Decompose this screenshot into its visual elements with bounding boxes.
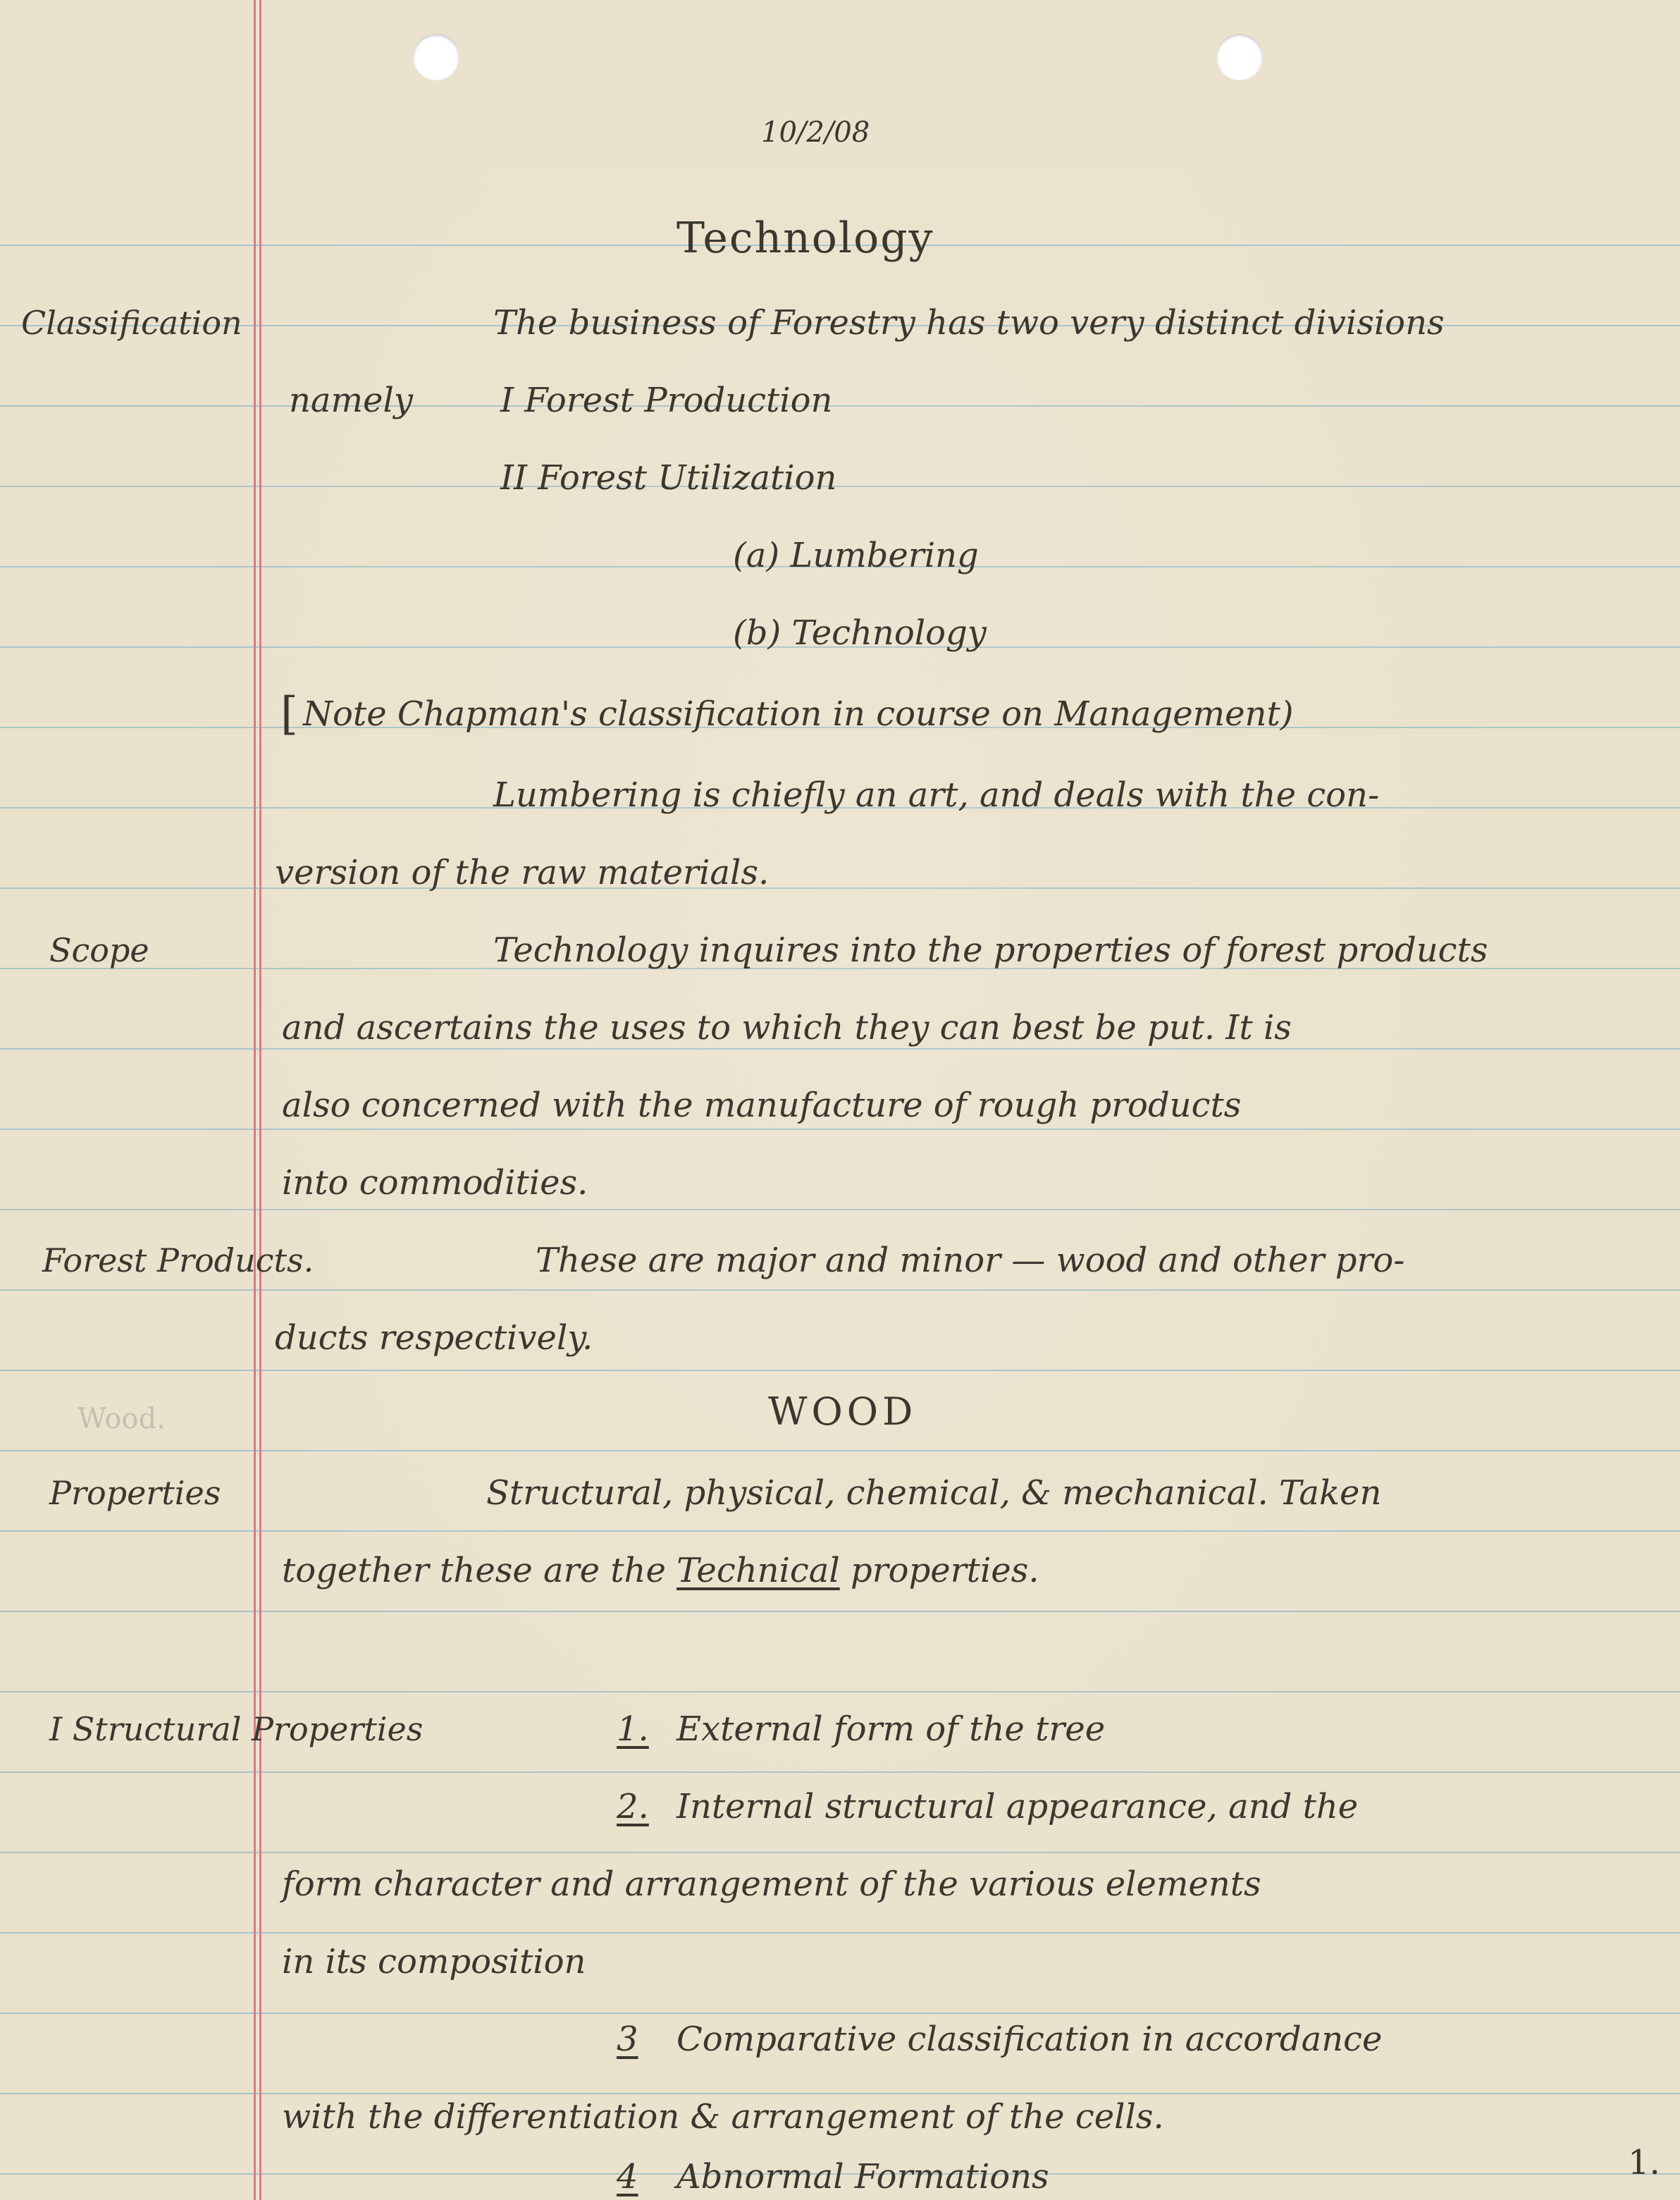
margin-note-properties: Properties: [49, 1474, 221, 1512]
text-line: These are major and minor — wood and other pro-: [536, 1241, 1405, 1280]
text-line: II Forest Utilization: [500, 458, 837, 498]
text-fragment: together these are the: [282, 1551, 677, 1590]
margin-note-wood: Wood.: [78, 1403, 166, 1435]
bracket-mark: [: [280, 688, 298, 740]
list-number: 4: [617, 2157, 638, 2196]
margin-note-structural-properties: I Structural Properties: [49, 1710, 424, 1748]
text-line: Internal structural appearance, and the: [677, 1787, 1359, 1826]
page-number: 1.: [1628, 2143, 1660, 2182]
text-line: and ascertains the uses to which they can best be put. It is: [282, 1008, 1292, 1047]
text-line: External form of the tree: [677, 1709, 1106, 1749]
list-number: 2.: [617, 1787, 649, 1826]
date: 10/2/08: [761, 116, 870, 149]
margin-note-classification: Classification: [21, 304, 242, 342]
text-line: [282, 1551, 1039, 1590]
text-line: in its composition: [282, 1942, 586, 1981]
text-line: ducts respectively.: [275, 1318, 593, 1358]
page-title: Technology: [677, 214, 934, 263]
section-heading-wood: WOOD: [768, 1389, 918, 1434]
text-line: (a) Lumbering: [733, 536, 979, 575]
text-line: into commodities.: [282, 1163, 588, 1203]
text-line: also concerned with the manufacture of rough products: [282, 1086, 1242, 1125]
margin-rule: [259, 0, 261, 2200]
margin-note-forest-products: Forest Products.: [42, 1241, 314, 1279]
margin-rule: [254, 0, 256, 2200]
text-line: Technology inquires into the properties of forest products: [493, 930, 1488, 970]
text-line: version of the raw materials.: [275, 853, 770, 892]
text-line: Note Chapman's classification in course on Management): [303, 694, 1294, 734]
text-line: Lumbering is chiefly an art, and deals with the con-: [493, 775, 1380, 815]
underlined-term: Technical: [677, 1551, 840, 1590]
text-line: I Forest Production: [500, 381, 833, 420]
text-line: Abnormal Formations: [677, 2157, 1049, 2196]
text-line-namely: namely: [289, 381, 413, 420]
text-line: The business of Forestry has two very distinct divisions: [493, 303, 1445, 343]
text-line: form character and arrangement of the various elements: [282, 1864, 1261, 1904]
text-line: with the differentiation & arrangement of the cells.: [282, 2097, 1164, 2137]
text-fragment: properties.: [839, 1551, 1039, 1590]
text-line: Comparative classification in accordance: [677, 2020, 1383, 2059]
punch-hole: [1216, 34, 1263, 80]
margin-note-scope: Scope: [49, 931, 149, 969]
list-number: 1.: [617, 1709, 649, 1749]
list-number: 3: [617, 2020, 638, 2059]
punch-hole: [413, 34, 459, 80]
text-line: (b) Technology: [733, 613, 987, 653]
text-line: Structural, physical, chemical, & mechanical. Taken: [486, 1473, 1382, 1513]
